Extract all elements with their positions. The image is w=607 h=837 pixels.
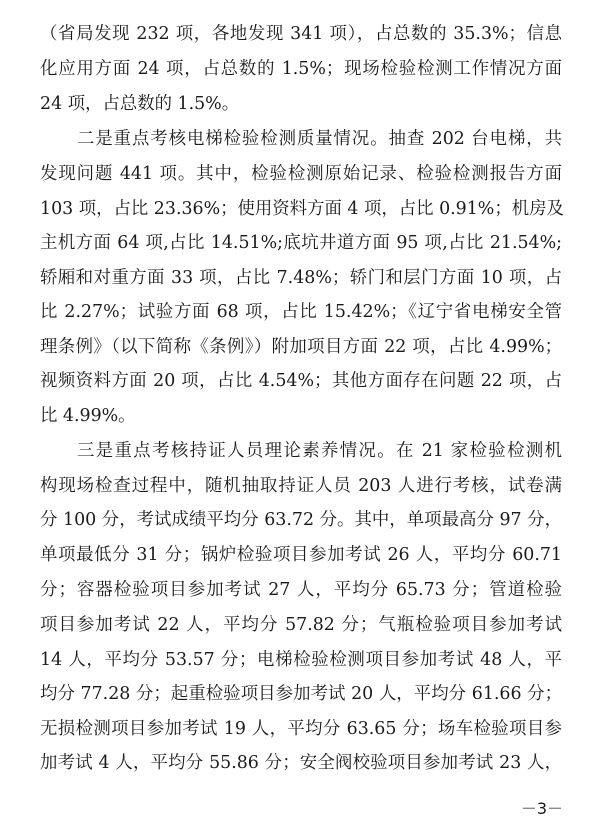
text-line: 轿厢和对重方面 33 项，占比 7.48%；轿门和层门方面 10 项，占 bbox=[40, 268, 562, 288]
text-line: 发现问题 441 项。其中，检验检测原始记录、检验检测报告方面 bbox=[40, 164, 562, 184]
text-line: 分 100 分，考试成绩平均分 63.72 分。其中，单项最高分 97 分， bbox=[40, 510, 562, 530]
text-line: 24 项，占总数的 1.5%。 bbox=[40, 94, 240, 114]
text-line: 无损检测项目参加考试 19 人，平均分 63.65 分；场车检验项目参 bbox=[40, 719, 562, 739]
text-line: 分；容器检验项目参加考试 27 人，平均分 65.73 分；管道检验 bbox=[40, 580, 562, 600]
text-line: 比 2.27%；试验方面 68 项，占比 15.42%；《辽宁省电梯安全管 bbox=[40, 302, 562, 322]
page-number: －3－ bbox=[520, 799, 563, 818]
text-line: 单项最低分 31 分；锅炉检验项目参加考试 26 人，平均分 60.71 bbox=[40, 545, 562, 565]
text-line: 构现场检查过程中，随机抽取持证人员 203 人进行考核，试卷满 bbox=[40, 476, 562, 496]
text-line: （省局发现 232 项，各地发现 341 项），占总数的 35.3%；信息 bbox=[40, 24, 562, 44]
text-line: 视频资料方面 20 项，占比 4.54%；其他方面存在问题 22 项，占 bbox=[40, 371, 562, 391]
text-line: 项目参加考试 22 人，平均分 57.82 分；气瓶检验项目参加考试 bbox=[40, 615, 562, 635]
text-line: 理条例》（以下简称《条例》）附加项目方面 22 项，占比 4.99%； bbox=[40, 337, 562, 357]
paragraph-start-line: 三是重点考核持证人员理论素养情况。在 21 家检验检测机 bbox=[77, 441, 562, 461]
paragraph-start-line: 二是重点考核电梯检验检测质量情况。抽查 202 台电梯，共 bbox=[77, 129, 562, 149]
text-line: 主机方面 64 项,占比 14.51%;底坑井道方面 95 项,占比 21.54%; bbox=[40, 233, 562, 253]
text-line: 103 项，占比 23.36%；使用资料方面 4 项，占比 0.91%；机房及 bbox=[40, 199, 564, 219]
text-line: 比 4.99%。 bbox=[40, 406, 136, 426]
text-line: 加考试 4 人，平均分 55.86 分；安全阀校验项目参加考试 23 人， bbox=[40, 753, 562, 773]
text-line: 化应用方面 24 项，占总数的 1.5%；现场检验检测工作情况方面 bbox=[40, 59, 562, 79]
text-line: 14 人，平均分 53.57 分；电梯检验检测项目参加考试 48 人，平 bbox=[40, 650, 562, 670]
text-line: 均分 77.28 分；起重检验项目参加考试 20 人，平均分 61.66 分； bbox=[40, 684, 562, 704]
